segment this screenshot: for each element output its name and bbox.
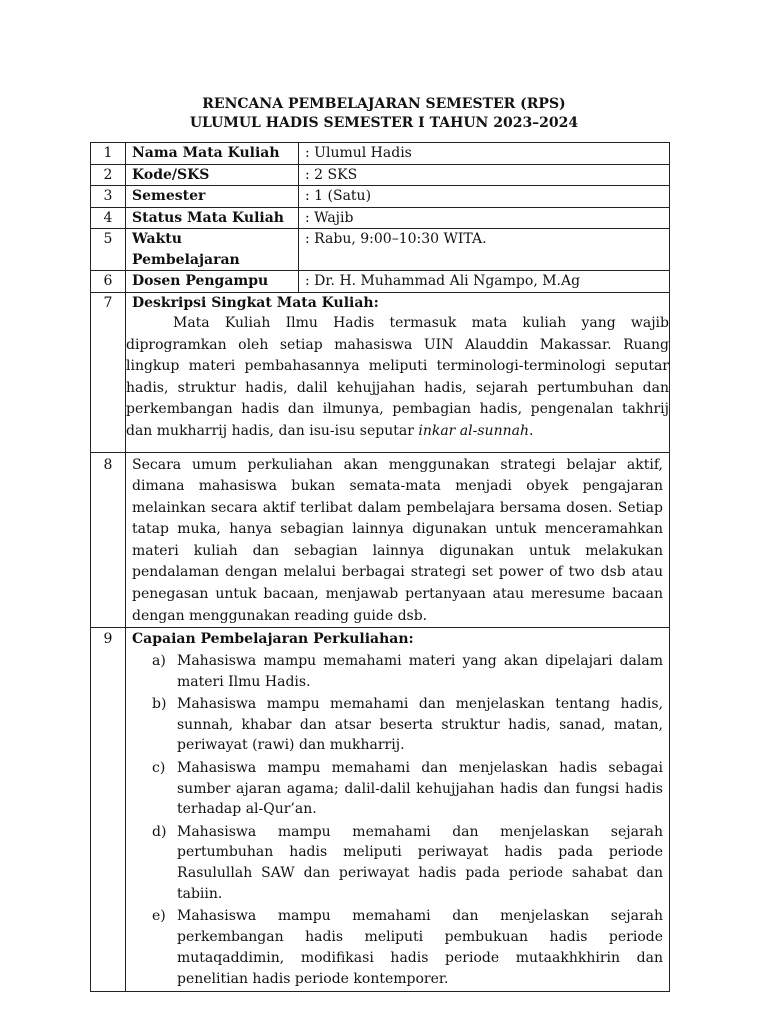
table-row [91, 271, 670, 293]
row-label: Waktu Pembelajaran [126, 229, 299, 271]
item-label: a) [152, 652, 166, 669]
item-label: d) [152, 823, 167, 840]
row-label: Nama Mata Kuliah [126, 143, 299, 165]
row-number: 6 [91, 271, 126, 293]
table-row [91, 207, 670, 229]
item-label: c) [152, 759, 166, 776]
course-description-cell [126, 292, 670, 452]
table-row [91, 143, 670, 165]
row-value: : 2 SKS [299, 164, 670, 186]
item-label: b) [152, 695, 167, 712]
table-row [91, 628, 670, 992]
row-number: 4 [91, 207, 126, 229]
row-number: 8 [91, 452, 126, 628]
teaching-strategy-cell [126, 452, 670, 628]
teaching-strategy-text: Secara umum perkuliahan akan menggunakan strategi belajar aktif, dimana mahasiswa bukan semata-mata menjadi obyek pengajaran melainkan secara aktif terlibat dalam pembelajara bersama dosen. Setiap tatap muka, hanya sebagian lainnya digunakan untuk menceramahkan materi kuliah dan sebagian lainnya digunakan untuk melakukan pendalaman dengan melalui berbagai strategi set power of two dsb atau penegasan untuk bacaan, menjawab pertanyaan atau meresume bacaan dengan menggunakan reading guide dsb. [132, 456, 663, 624]
section-heading: Deskripsi Singkat Mata Kuliah: [132, 294, 379, 311]
row-value: : Ulumul Hadis [299, 143, 670, 165]
rps-table [90, 142, 670, 992]
row-value: : Dr. H. Muhammad Ali Ngampo, M.Ag [299, 271, 670, 293]
learning-outcomes-cell [126, 628, 670, 992]
item-label: e) [152, 908, 166, 925]
document-title: RENCANA PEMBELAJARAN SEMESTER (RPS) [202, 96, 566, 112]
section-heading: Capaian Pembelajaran Perkuliahan: [132, 631, 414, 648]
list-item: b) Mahasiswa mampu memahami dan menjelaskan tentang hadis, sunnah, khabar dan atsar beserta struktur hadis, sanad, matan, periwayat (rawi) dan mukharrij. [152, 695, 663, 754]
list-item: a) Mahasiswa mampu memahami materi yang akan dipelajari dalam materi Ilmu Hadis. [152, 652, 663, 690]
list-item: e) Mahasiswa mampu memahami dan menjelaskan sejarah perkembangan hadis meliputi pembukuan hadis periode mutaqaddimin, modifikasi hadis periode mutaakhkhirin dan penelitian hadis periode kontemporer. [152, 908, 663, 987]
row-value: : 1 (Satu) [299, 186, 670, 208]
row-value: : Wajib [299, 207, 670, 229]
table-row [91, 292, 670, 452]
table-row [91, 229, 670, 271]
row-number: 7 [91, 292, 126, 452]
learning-outcomes-list [132, 651, 663, 990]
row-label: Semester [126, 186, 299, 208]
row-number: 5 [91, 229, 126, 271]
table-row [91, 452, 670, 628]
table-row [91, 164, 670, 186]
row-label: Status Mata Kuliah [126, 207, 299, 229]
row-label: Dosen Pengampu [126, 271, 299, 293]
row-number: 2 [91, 164, 126, 186]
italic-term: inkar al-sunnah [418, 422, 529, 439]
list-item: c) Mahasiswa mampu memahami dan menjelaskan hadis sebagai sumber ajaran agama; dalil-dalil kehujjahan hadis dan fungsi hadis terhadap al-Qur’an. [152, 759, 663, 818]
document-subtitle: ULUMUL HADIS SEMESTER I TAHUN 2023–2024 [189, 115, 579, 131]
row-value: : Rabu, 9:00–10:30 WITA. [299, 229, 670, 271]
row-number: 1 [91, 143, 126, 165]
row-number: 9 [91, 628, 126, 992]
table-row [91, 186, 670, 208]
row-number: 3 [91, 186, 126, 208]
course-description: Mata Kuliah Ilmu Hadis termasuk mata kuliah yang wajib diprogramkan oleh setiap mahasiswa UIN Alauddin Makassar. Ruang lingkup materi pembahasannya meliputi terminologi-terminologi seputar hadis, struktur hadis, dalil kehujjahan hadis, sejarah pertumbuhan dan perkembangan hadis dan ilmunya, pembagian hadis, pengenalan takhrij dan mukharrij hadis, dan isu-isu seputar inkar al-sunnah. [126, 315, 669, 439]
row-label: Kode/SKS [126, 164, 299, 186]
list-item: d) Mahasiswa mampu memahami dan menjelaskan sejarah pertumbuhan hadis meliputi periwayat hadis pada periode Rasulullah SAW dan periwayat hadis pada periode sahabat dan tabiin. [152, 823, 663, 903]
